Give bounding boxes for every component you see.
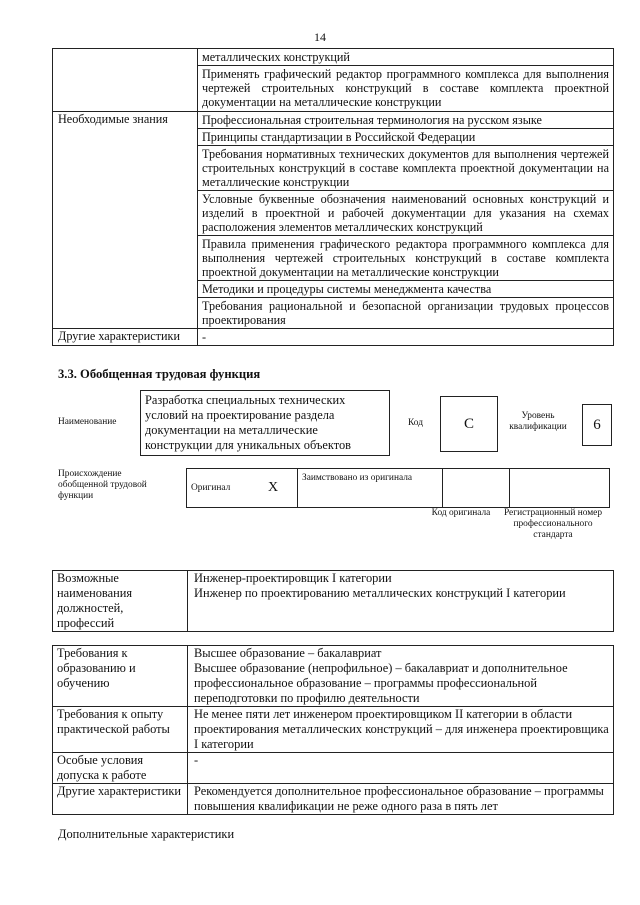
row-text: Условные буквенные обозначения наименований основных конструкций и изделий в проектной и рабочей документации для указания на схемах расположения элементов металлических конструкций [198, 191, 614, 236]
name-label: Наименование [58, 417, 117, 427]
requirement-line: Высшее образование – бакалавриат [194, 646, 382, 660]
row-label-knowledge: Необходимые знания [53, 112, 198, 329]
original-label: Оригинал [187, 469, 250, 508]
position-item: Инженер-проектировщик I категории [194, 571, 392, 585]
skills-knowledge-table [52, 48, 614, 346]
reg-caption: Регистрационный номер профессионального стандарта [503, 508, 603, 540]
row-text: Правила применения графического редактора программного комплекса для выполнения чертежей строительных конструкций в составе комплекта проектной документации на металлические конструкции [198, 236, 614, 281]
other-characteristics-label: Другие характеристики [53, 784, 188, 815]
positions-table [52, 570, 614, 632]
special-conditions-label: Особые условия допуска к работе [53, 753, 188, 784]
row-text: Требования нормативных технических документов для выполнения чертежей строительных конструкций в составе комплекта проектной документации на металлические конструкции [198, 146, 614, 191]
table-row [53, 329, 614, 346]
borrowed-label: Заимствовано из оригинала [298, 469, 443, 508]
code-value: C [440, 396, 498, 452]
experience-value: Не менее пяти лет инженером проектировщиком II категории в области проектирования металлических конструкций – для инженера проектировщика I категории [188, 707, 614, 753]
row-label [53, 49, 198, 112]
row-text: Принципы стандартизации в Российской Федерации [198, 129, 614, 146]
original-code-cell [443, 469, 510, 508]
requirement-line: Высшее образование (непрофильное) – бакалавриат и дополнительное профессиональное образование – программы профессиональной переподготовки по профилю деятельности [194, 661, 568, 705]
row-text: Профессиональная строительная терминология на русском языке [198, 112, 614, 129]
level-label: Уровень квалификации [509, 411, 567, 432]
education-label: Требования к образованию и обучению [53, 646, 188, 707]
row-label-other: Другие характеристики [53, 329, 198, 346]
code-label: Код [408, 418, 423, 428]
row-text: Методики и процедуры системы менеджмента качества [198, 281, 614, 298]
table-row [53, 112, 614, 129]
page-number: 14 [314, 30, 326, 44]
row-text: Применять графический редактор программного комплекса для выполнения чертежей строительных конструкций в составе комплекта проектной документации на металлические конструкции [198, 66, 614, 112]
requirements-table [52, 645, 614, 815]
table-row [53, 753, 614, 784]
special-conditions-value: - [188, 753, 614, 784]
table-row [187, 469, 610, 508]
original-mark: X [249, 469, 298, 508]
position-item: Инженер по проектированию металлических конструкций I категории [194, 586, 566, 600]
row-text: Требования рациональной и безопасной организации трудовых процессов проектирования [198, 298, 614, 329]
function-name-box: Разработка специальных технических условий на проектирование раздела документации на металлические конструкции для уникальных объектов [140, 390, 390, 456]
table-row [53, 646, 614, 707]
origin-label: Происхождение обобщенной трудовой функции [58, 469, 147, 501]
code-caption: Код оригинала [431, 508, 491, 518]
section-title: 3.3. Обобщенная трудовая функция [58, 367, 261, 381]
experience-label: Требования к опыту практической работы [53, 707, 188, 753]
table-row [53, 49, 614, 66]
education-values [188, 646, 614, 707]
row-text: металлических конструкций [198, 49, 614, 66]
positions-values [188, 571, 614, 632]
table-row [53, 707, 614, 753]
table-row [53, 571, 614, 632]
additional-characteristics-heading: Дополнительные характеристики [58, 827, 235, 841]
level-value: 6 [582, 404, 612, 446]
table-row [53, 784, 614, 815]
row-text: - [198, 329, 614, 346]
positions-label: Возможные наименования должностей, профессий [53, 571, 188, 632]
reg-number-cell [510, 469, 610, 508]
origin-table [186, 468, 610, 508]
other-characteristics-value: Рекомендуется дополнительное профессиональное образование – программы повышения квалификации не реже одного раза в пять лет [188, 784, 614, 815]
